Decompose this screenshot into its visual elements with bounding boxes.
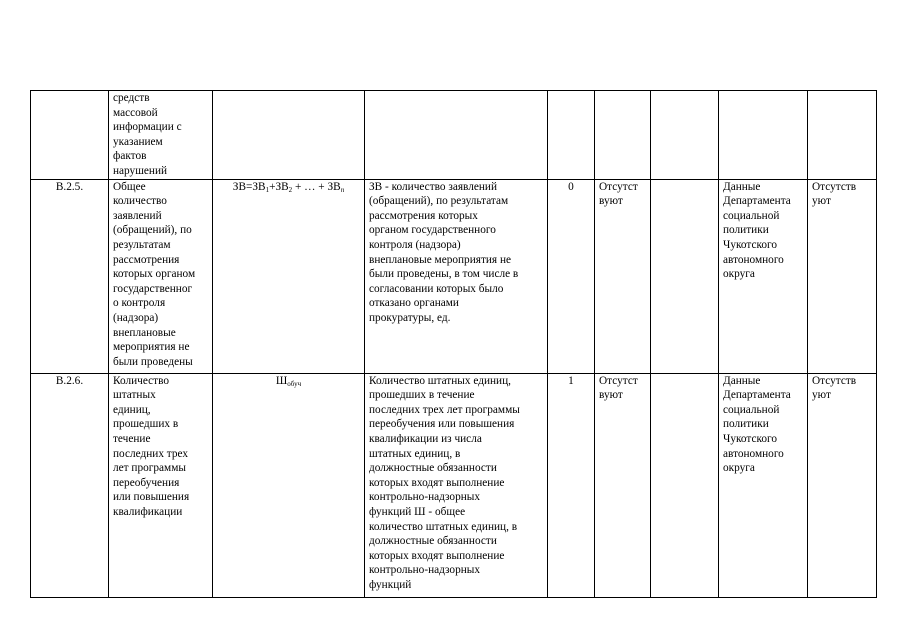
row-number	[31, 91, 109, 180]
row-number: В.2.5.	[31, 179, 109, 373]
cell-col9: Отсутств уют	[808, 373, 877, 597]
indicator-value: 0	[548, 179, 595, 373]
formula-term: ЗВ	[252, 180, 266, 193]
cell-col9: Отсутств уют	[808, 179, 877, 373]
formula-base: Ш	[275, 374, 288, 387]
indicator-description	[365, 91, 548, 180]
table-row	[31, 179, 877, 373]
formula-subscript: обуч	[287, 379, 302, 388]
formula-lhs: ЗВ	[232, 180, 246, 193]
formula-cell	[213, 373, 365, 597]
cell-col7	[651, 91, 719, 180]
table-row	[31, 373, 877, 597]
formula-subscript: n	[340, 185, 345, 194]
indicator-name: Количество штатных единиц, прошедших в течение последних трех лет программы переобучения или повышения квалификации	[109, 373, 213, 597]
indicator-name: средств массовой информации с указанием фактов нарушений	[109, 91, 213, 180]
indicator-value	[548, 91, 595, 180]
formula-cell: ЗВ=ЗВ1+ЗВ2 + … + ЗВn	[213, 179, 365, 373]
table-row	[31, 91, 877, 180]
cell-col7	[651, 373, 719, 597]
indicator-description: Количество штатных единиц, прошедших в течение последних трех лет программы переобучения или повышения квалификации из числа штатных единиц, в должностные обязанности которых входят выполнение контрольно-надзорных функций Ш - общее количество штатных единиц, в должностные обязанности которых входят выполнение контрольно-надзорных функций	[365, 373, 548, 597]
formula-term: ЗВ	[327, 180, 341, 193]
data-source: Данные Департамента социальной политики Чукотского автономного округа	[719, 373, 808, 597]
formula-ellipsis: + … +	[294, 180, 325, 193]
cell-col9	[808, 91, 877, 180]
formula-cell	[213, 91, 365, 180]
indicator-description: ЗВ - количество заявлений (обращений), по результатам рассмотрения которых органом государственного контроля (надзора) внеплановые мероприятия не были проведены, в том числе в согласовании которых было отказано органами прокуратуры, ед.	[365, 179, 548, 373]
data-source	[719, 91, 808, 180]
cell-col7	[651, 179, 719, 373]
indicator-value: 1	[548, 373, 595, 597]
formula-subscript: 1	[265, 185, 270, 194]
indicators-table	[30, 90, 877, 598]
cell-col6	[595, 91, 651, 180]
cell-col6: Отсутст вуют	[595, 179, 651, 373]
row-number: В.2.6.	[31, 373, 109, 597]
formula-subscript: 2	[288, 185, 293, 194]
formula-term: ЗВ	[275, 180, 289, 193]
cell-col6: Отсутст вуют	[595, 373, 651, 597]
data-source: Данные Департамента социальной политики Чукотского автономного округа	[719, 179, 808, 373]
indicator-name: Общее количество заявлений (обращений), по результатам рассмотрения которых органом государственног о контроля (надзора) внеплановые мероприятия не были проведены	[109, 179, 213, 373]
